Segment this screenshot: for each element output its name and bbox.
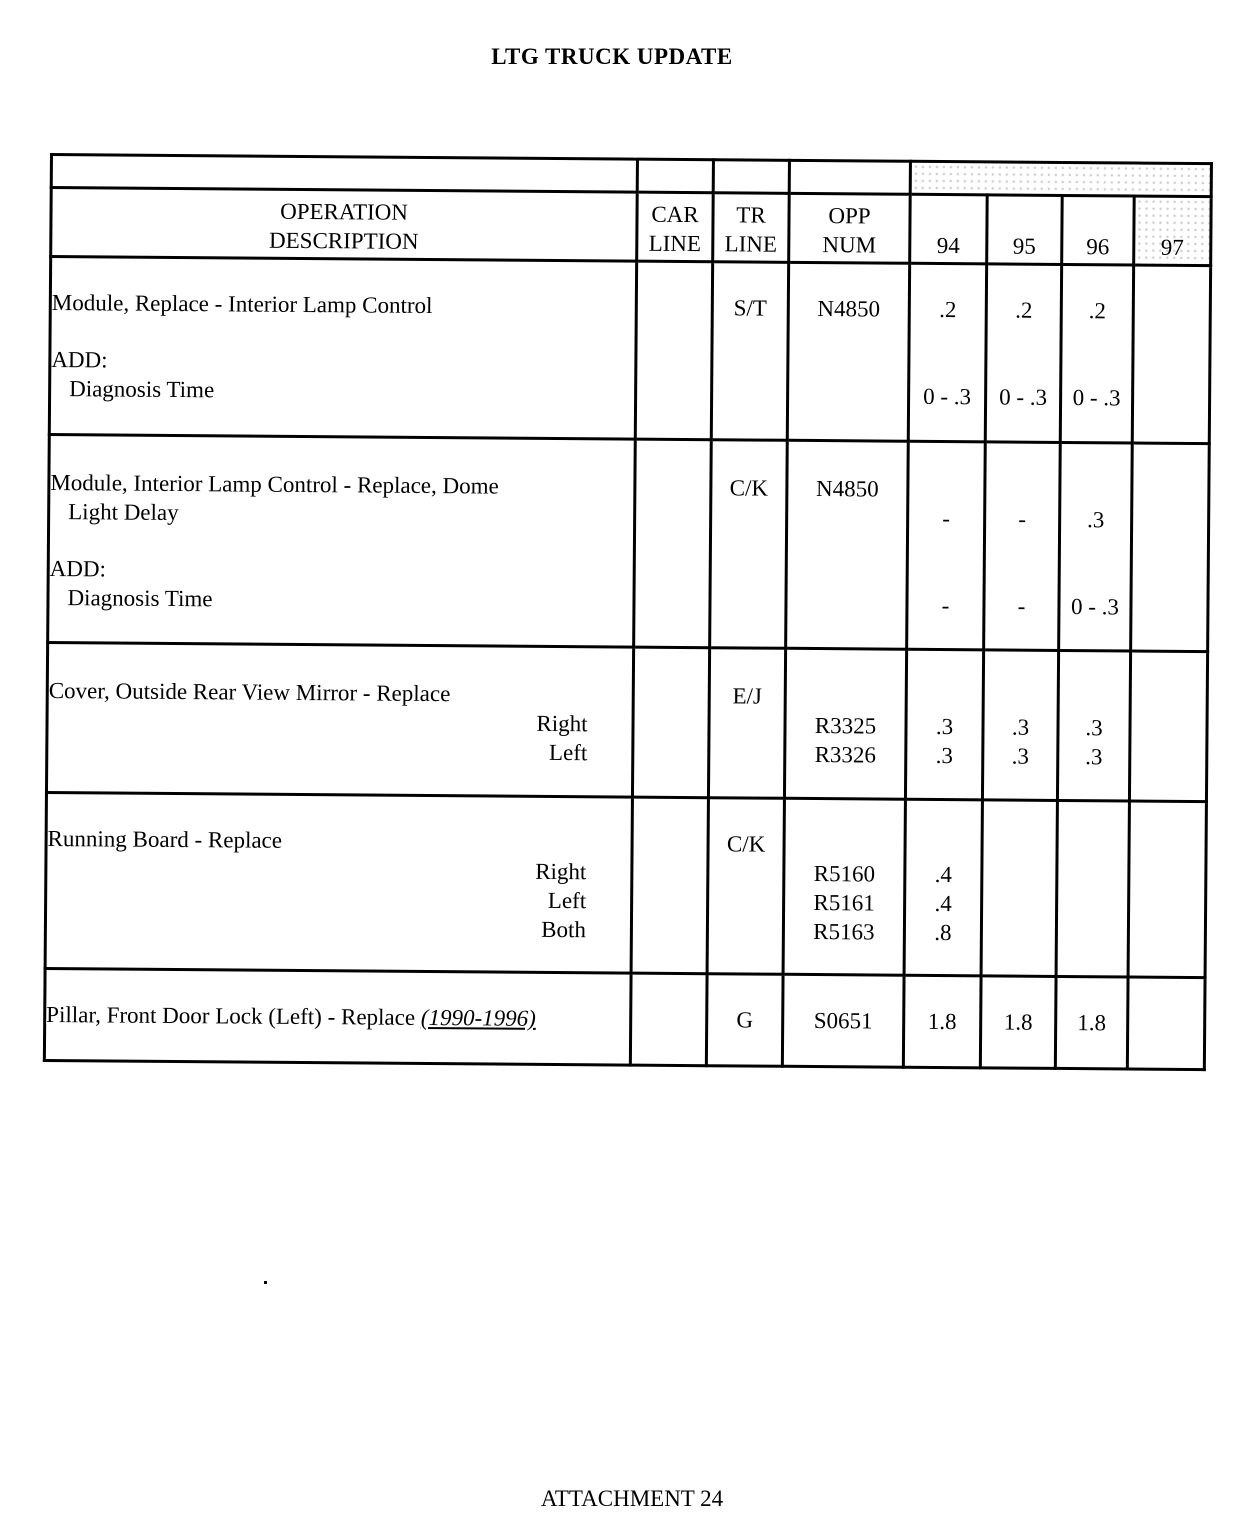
add-item: Diagnosis Time <box>67 585 213 612</box>
side-label: Left <box>548 739 588 766</box>
header-tr-line: TR LINE <box>713 193 790 263</box>
attachment-footer: ATTACHMENT 24 <box>540 1486 724 1511</box>
year-94-cell: .4 .4 .8 <box>904 799 982 976</box>
year-96-cell: .3 0 - .3 <box>1059 442 1133 651</box>
header-car-line: CAR LINE <box>637 192 714 262</box>
table-row <box>45 792 1206 977</box>
year-96-cell: 1.8 <box>1055 976 1128 1069</box>
year-97-cell <box>1132 265 1210 444</box>
add-label: ADD: <box>51 347 108 373</box>
operation-description: Module, Replace - Interior Lamp Control ADD: Diagnosis Time <box>49 257 636 440</box>
add-item: Diagnosis Time <box>69 376 215 403</box>
header-opp-num: OPP NUM <box>789 193 911 263</box>
year-97-cell <box>1128 801 1206 978</box>
add-label: ADD: <box>49 556 107 582</box>
year-94-cell: .3 .3 <box>905 649 983 800</box>
car-line-cell <box>632 647 709 798</box>
tr-line-cell: C/K <box>707 798 784 975</box>
page-title: LTG TRUCK UPDATE <box>491 44 733 69</box>
year-95-cell: 1.8 <box>980 976 1056 1069</box>
opp-num-cell: S0651 <box>782 974 904 1067</box>
tr-line-cell: C/K <box>710 440 788 649</box>
car-line-cell <box>631 797 708 974</box>
year-96-cell: .3 .3 <box>1057 650 1130 801</box>
header-operation-description: OPERATION DESCRIPTION <box>51 188 638 262</box>
year-95-cell: - - <box>984 442 1061 651</box>
opp-num-cell: N4850 <box>786 440 909 649</box>
table-row <box>48 435 1210 652</box>
opp-num-cell: R5160 R5161 R5163 <box>783 798 905 975</box>
side-label: Both <box>541 916 587 943</box>
year-97-cell <box>1127 977 1205 1070</box>
side-label: Right <box>536 710 588 737</box>
year-94-cell: - - <box>907 441 986 650</box>
table-row <box>46 642 1207 801</box>
header-year-96: 96 <box>1062 195 1135 265</box>
header-year-94: 94 <box>910 194 988 264</box>
operation-description: Running Board - Replace Right Left Both <box>45 792 632 973</box>
table-header-row <box>51 188 1212 266</box>
year-96-cell: .2 0 - .3 <box>1060 264 1133 443</box>
operation-description: Cover, Outside Rear View Mirror - Replace Right Left <box>46 642 633 797</box>
year-97-cell <box>1131 443 1210 652</box>
tr-line-cell: G <box>706 974 783 1067</box>
years-note: (1990-1996) <box>420 1004 536 1031</box>
year-97-cell <box>1129 651 1207 802</box>
labor-time-table <box>43 153 1213 1071</box>
year-95-cell: .3 .3 <box>982 650 1058 801</box>
header-year-97: 97 <box>1134 196 1212 266</box>
car-line-cell <box>630 973 707 1066</box>
year-96-cell <box>1056 800 1129 977</box>
operation-description: Module, Interior Lamp Control - Replace, Dome Light Delay ADD: Diagnosis Time <box>48 435 636 648</box>
scan-speck <box>264 1281 267 1284</box>
side-label: Right <box>535 858 587 885</box>
year-95-cell <box>981 800 1057 977</box>
opp-num-cell: N4850 <box>787 262 909 441</box>
operation-description: Pillar, Front Door Lock (Left) - Replace (1990-1996) <box>44 968 631 1065</box>
side-label: Left <box>547 887 587 914</box>
table-row <box>49 257 1210 444</box>
header-year-95: 95 <box>987 195 1063 265</box>
opp-num-cell: R3325 R3326 <box>784 648 906 799</box>
car-line-cell <box>635 261 712 440</box>
car-line-cell <box>634 439 712 648</box>
tr-line-cell: E/J <box>708 648 785 799</box>
year-95-cell: .2 0 - .3 <box>985 264 1061 443</box>
tr-line-cell: S/T <box>711 262 788 441</box>
table-row <box>44 968 1205 1069</box>
year-94-cell: .2 0 - .3 <box>908 263 986 442</box>
year-94-cell: 1.8 <box>903 975 981 1068</box>
